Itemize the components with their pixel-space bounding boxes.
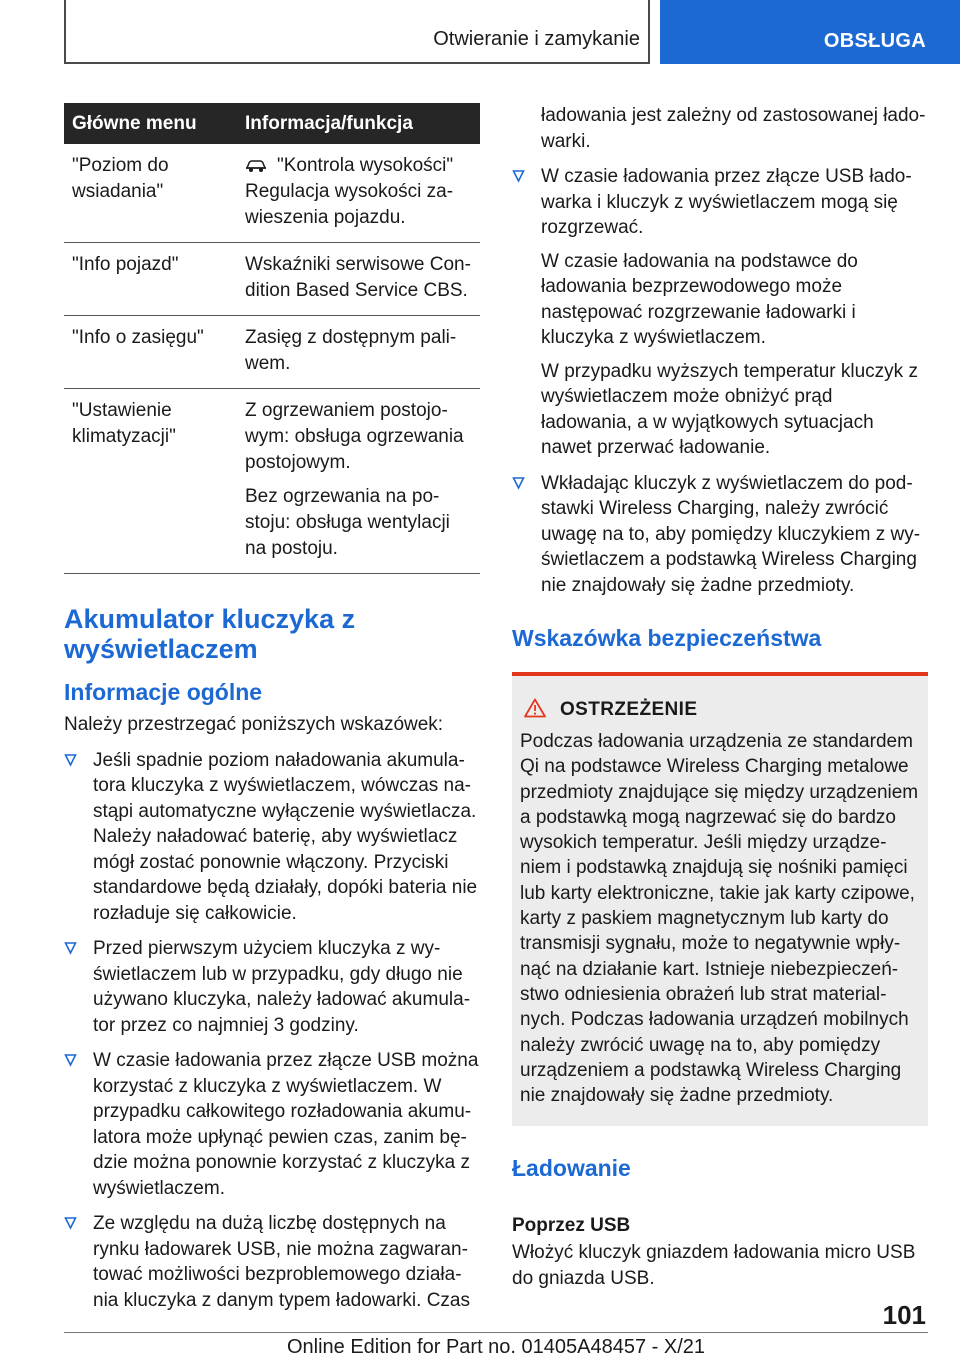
table-cell-info-text: Wskaźniki serwisowe Condition Based Service CBS. bbox=[245, 254, 471, 301]
triangle-bullet-icon bbox=[512, 169, 525, 183]
usb-subtitle: Poprzez USB bbox=[512, 1215, 631, 1237]
warning-triangle-icon bbox=[524, 698, 546, 718]
triangle-bullet-icon bbox=[64, 1053, 77, 1067]
footer-rule bbox=[64, 1332, 928, 1333]
table-header-info: Informacja/funkcja bbox=[237, 103, 480, 144]
footer-edition-text: Online Edition for Part no. 01405A48457 - X/21 bbox=[286, 1336, 706, 1358]
table-cell-info-text: Z ogrzewaniem postojowym: obsługa ogrzewania postojowym. bbox=[245, 400, 464, 473]
list-item-text: Jeśli spadnie poziom naładowania akumulatora kluczyka z wyświetlaczem, wówczas nastąpi automatyczne wyłączenie wyświetlacza. Należy naładować baterię, aby wyświetlacz mógł zostać ponownie włączony. Przyciski standardowe będą działały, dopóki bateria nie rozładuje się całkowicie. bbox=[93, 749, 478, 924]
list-item-text: Przed pierwszym użyciem kluczyka z wyświetlaczem lub w przypadku, gdy długo nie używano kluczyka, należy ładować akumulator przez co najmniej 3 godziny. bbox=[93, 938, 471, 1036]
triangle-bullet-icon bbox=[64, 941, 77, 955]
table-cell-info bbox=[237, 144, 480, 243]
table-cell-info-text: "Kontrola wysokości" Regulacja wysokości zawieszenia pojazdu. bbox=[245, 155, 454, 228]
header-section-title: Otwieranie i zamykanie bbox=[433, 28, 640, 50]
list-item-text: W czasie ładowania na podstawce do ładowania bezprzewodowego może następować rozgrzewanie ładowarki i kluczyka z wyświetlaczem. bbox=[541, 250, 858, 348]
list-item-text: W czasie ładowania przez złącze USB ładowarka i kluczyk z wyświetlaczem mogą się rozgrzewać. bbox=[541, 166, 912, 238]
section-subtitle: Informacje ogólne bbox=[64, 679, 263, 705]
table-cell-menu: "Info o zasięgu" bbox=[64, 316, 237, 389]
table-row bbox=[64, 316, 480, 389]
triangle-bullet-icon bbox=[512, 476, 525, 490]
table-cell-info-text: Bez ogrzewania na postoju: obsługa wentylacji na postoju. bbox=[245, 486, 450, 559]
header-left-rule bbox=[64, 0, 66, 64]
safety-title: Wskazówka bezpieczeństwa bbox=[512, 625, 822, 651]
triangle-bullet-icon bbox=[64, 1216, 77, 1230]
car-level-icon bbox=[245, 159, 267, 173]
table-cell-info bbox=[237, 243, 480, 316]
right-column bbox=[512, 103, 928, 1291]
list-item-text: W czasie ładowania przez złącze USB można korzystać z kluczyka z wyświetlaczem. W przypadku całkowitego rozładowania akumulatora może upłynąć pewien czas, zanim będzie można ponownie korzystać z kluczyka z wyświetlaczem. bbox=[93, 1050, 479, 1199]
list-item-text: Wkładając kluczyk z wyświetlaczem do podstawki Wireless Charging, należy zwrócić uwagę na to, aby pomiędzy kluczykiem z wyświetlaczem a podstawką Wireless Charging nie znajdowały się żadne przedmioty. bbox=[541, 472, 921, 596]
header-bottom-rule bbox=[64, 62, 650, 64]
list-item bbox=[64, 1211, 480, 1313]
list-item bbox=[64, 936, 480, 1038]
bullet-list bbox=[64, 748, 480, 1314]
list-item bbox=[512, 164, 928, 461]
list-item bbox=[64, 748, 480, 927]
warning-label: OSTRZEŻENIE bbox=[560, 699, 698, 720]
triangle-bullet-icon bbox=[64, 753, 77, 767]
page-number: 101 bbox=[882, 1300, 926, 1330]
list-item bbox=[64, 1048, 480, 1201]
warning-heading bbox=[520, 698, 920, 721]
list-item-text: W przypadku wyższych temperatur kluczyk z wyświetlaczem może obniżyć prąd ładowania, a w wyjątkowych sytuacjach nawet przerwać ładowanie. bbox=[541, 360, 918, 458]
table-cell-menu: "Poziom do wsiadania" bbox=[64, 144, 237, 243]
usb-text: Włożyć kluczyk gniazdem ładowania micro USB do gniazda USB. bbox=[512, 1242, 916, 1289]
table-cell-menu: "Info pojazd" bbox=[64, 243, 237, 316]
table-cell-info-text: Zasięg z dostępnym paliwem. bbox=[245, 327, 457, 374]
table-row bbox=[64, 243, 480, 316]
left-column bbox=[64, 103, 480, 1313]
table-row bbox=[64, 144, 480, 243]
table-header-row bbox=[64, 103, 480, 144]
bullet-list bbox=[512, 164, 928, 598]
warning-box bbox=[512, 672, 928, 1126]
warning-text: Podczas ładowania urządzenia ze standardem Qi na podstawce Wireless Charging metalowe przedmioty znajdujące się między urządzeniem a podstawką mogą nagrzewać się do bardzo wysokich temperatur. Jeśli między urządzeniem i podstawką znajdują się nośniki pamięci lub karty elektroniczne, takie jak karty czipowe, karty z paskiem magnetycznym lub karty do transmisji sygnału, może to negatywnie wpłynąć na działanie kart. Istnieje niebezpieczeństwo odniesienia obrażeń lub strat materialnych. Podczas ładowania urządzeń mobilnych należy zwrócić uwagę na to, aby pomiędzy urządzeniem a podstawką Wireless Charging nie znajdowały się żadne przedmioty. bbox=[520, 731, 919, 1107]
continuation-text: ładowania jest zależny od zastosowanej ładowarki. bbox=[541, 105, 926, 152]
table-header-menu: Główne menu bbox=[64, 103, 237, 144]
table-cell-menu: "Ustawienie klimatyzacji" bbox=[64, 389, 237, 574]
section-title: Akumulator kluczyka z wyświetlaczem bbox=[64, 604, 356, 664]
table-row bbox=[64, 389, 480, 574]
menu-table bbox=[64, 103, 480, 574]
header-chapter-tab: OBSŁUGA bbox=[660, 0, 960, 64]
table-cell-info bbox=[237, 389, 480, 574]
table-cell-info bbox=[237, 316, 480, 389]
header-right-rule bbox=[648, 0, 650, 64]
intro-text: Należy przestrzegać poniższych wskazówek: bbox=[64, 714, 444, 735]
list-item bbox=[512, 471, 928, 599]
charging-title: Ładowanie bbox=[512, 1155, 631, 1182]
list-item-text: Ze względu na dużą liczbę dostępnych na rynku ładowarek USB, nie można zagwarantować możliwości bezproblemowego działania kluczyka z danym typem ładowarki. Czas bbox=[93, 1213, 470, 1311]
